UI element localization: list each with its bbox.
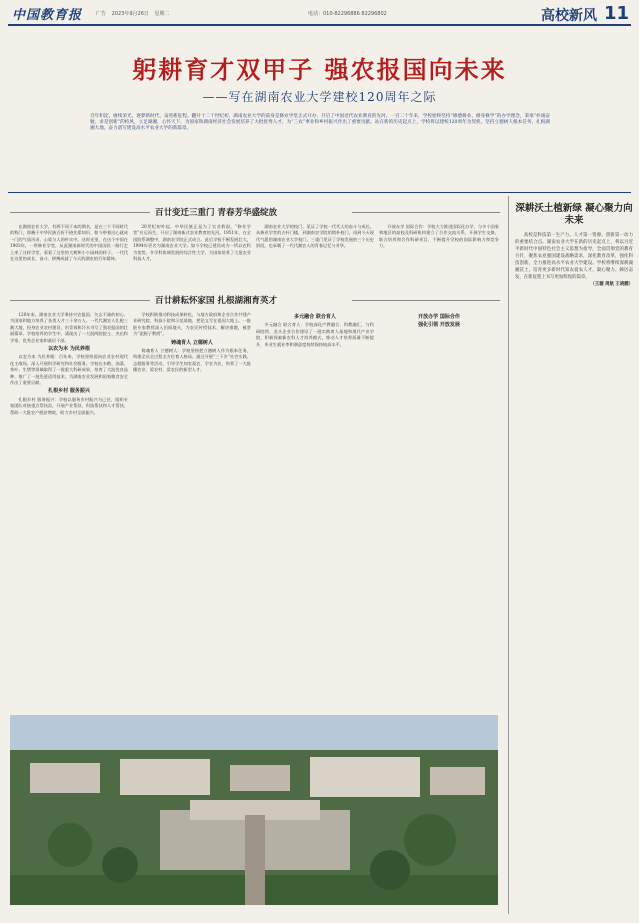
subsection-title: 开放办学 国际合作 (418, 314, 460, 320)
masthead-weekday: 星期二 (154, 11, 170, 17)
paragraph: 扎根乡村 服务振兴：学校以服务乡村振兴为己任，组织专家团队对接重点帮扶县，开展产业帮扶、科技帮扶和人才帮扶，帮助一大批农户脱贫增收，助力乡村全面振兴。 (10, 396, 128, 415)
article-column-8 (379, 312, 499, 712)
subsection-title: 强化引领 开放发展 (418, 322, 460, 329)
section-rule-left (10, 212, 150, 213)
sidebar-column (515, 232, 633, 912)
lead-paragraph: 百年积淀，赓续荣光，逐梦新时代，奋进新征程。翻开十二十世纪初，湖南农业大学的前身是修业学堂正式开办，开启了中国近代农业教育的先河。一百二十年来，学校始终坚持“修德修业、修身修学”的办学理念，秉承“朴诚奋勉、求是创新”的校风，立足湖湘，心怀天下，为国家和湖南经济社会发展培养了大批优秀人才，为“三农”事业和乡村振兴作出了重要贡献。站在新的历史起点上，学校将以建校120周年为契机，坚持立德树人根本任务，扎根湖湘大地，奋力谱写建设高水平农业大学的新篇章。 (90, 114, 550, 131)
section-rule-right (352, 300, 500, 301)
paragraph: 高校是科技第一生产力、人才第一资源、创新第一动力的重要结合点。湖南农业大学在新的历史起点上，将以习近平新时代中国特色社会主义思想为指导，全面贯彻党的教育方针，聚焦农业强国建设战略需求，深化教育改革，强化科技创新，全力推进高水平农业大学建设。学校将继续深耕湖湘沃土，培育更多新时代知农爱农人才，凝心聚力、踔厉奋发，在新征程上书写更加辉煌的篇章。 (515, 233, 633, 280)
subsection-title: 多元融合 联合育人 (294, 314, 336, 320)
column-divider (508, 196, 509, 914)
article-column-1 (10, 224, 128, 286)
section-divider (8, 192, 631, 193)
paragraph: 铸魂育人 立德树人：学校坚持把立德树人作为根本任务，构建全员全过程全方位育人格局。通过开展“三下乡”社会实践、志愿服务等活动，引导学生知农爱农、学农为农，培养了一大批懂农业、爱农村、爱农民的新型人才。 (133, 348, 251, 373)
byline: （王璇 周航 王晓鹏） (590, 282, 633, 287)
masthead-date: 2023年9月26日 (111, 11, 149, 17)
paragraph: 在湖南农业大学，有两不同于本的期名，是在三个不同时代的称门，即俺于中华民族百折不挠先辈知识、如今带着这心就成一门的气质风采、心爱与人的朴实中。这时光里，在这个中国在1903年，一所修业学堂，从此湖南新时代的中国国民一路行走上来了这样学堂，看看了这里的大树和小小园林的样子。一代代在这里的成长、奋斗、拼搏成就了今天的湖农的百年精神。 (10, 224, 128, 262)
article-column-7 (256, 312, 374, 712)
masthead-meta (96, 10, 174, 17)
sidebar-title: 深耕沃土植新绿 凝心聚力向未来 (515, 203, 633, 226)
paragraph: 湖南农业大学的校门，见证了学校一代代人的奋斗与成长。从修业学堂的古朴门楼，到湖南农学院的简朴校门，再到今天现代气派的湖南农业大学校门，三重门见证了学校发展的三个历史阶段，也承载了一代代湘农人的青春记忆与芳华。 (256, 224, 374, 249)
page-number: 11 (603, 3, 629, 24)
paragraph: 120年来，湖南农业大学秉持兴农报国、矢志不渝的初心，为国家和地方培养了各类人才三十余万人。一代代湘农人扎根三湘大地，投身农业农村建设，用青春和汗水书写了强农报国的壮丽篇章。学校培养的学生中，涌现出了一大批两院院士、杰出科学家、优秀企业家和基层干部。 (10, 312, 128, 343)
article-column-6 (133, 312, 251, 712)
campus-aerial-photo (10, 715, 498, 905)
paragraph: 以农为本 为民养根：百年来，学校坚持面向农业农村现代化主战场，深入开展科学研究和社会服务。学校在水稻、油菜、茶叶、生猪等领域取得了一批重大科研成果，培育了大批优良品种，推广了一批先进适用技术，为湖南农业发展和国家粮食安全作出了重要贡献。 (10, 354, 128, 386)
paragraph: 学校积极推动科技成果转化，与地方政府和企业合作共建产业研究院、科技小院和示范基地，把论文写在祖国大地上。一批批专家教授深入田间地头，为农民传授技术、解决难题，被誉为“泥腿子教授”。 (133, 312, 251, 337)
section-rule-right (352, 212, 500, 213)
section-rule-left (10, 300, 150, 301)
masthead (8, 4, 631, 26)
paragraph: 多元融合 联合育人：学校深化产教融合、科教融汇，与科研院所、龙头企业合作建设了一批实践育人基地和现代产业学院，积极探索新农科人才培养模式，推动人才培养质量不断提升，毕业生就业率和满意度持续保持较高水平。 (256, 322, 374, 347)
article-column-4 (379, 224, 499, 286)
masthead-section: 高校新风 (541, 8, 597, 24)
section-title-2: 百廿耕耘怀家国 扎根湖湘育英才 (155, 296, 277, 306)
article-column-3 (256, 224, 374, 286)
subsection-title: 扎根乡村 服务振兴 (48, 388, 90, 395)
subsection-title: 以农为本 为民养根 (48, 346, 90, 353)
subhead: ——写在湖南农业大学建校120周年之际 (202, 90, 437, 104)
masthead-logo: 中国教育报 (12, 8, 83, 23)
masthead-phone: 电话：010-82296886 82296802 (308, 11, 387, 17)
subsection-title: 铸魂育人 立德树人 (171, 339, 213, 346)
article-column-5 (10, 312, 128, 712)
masthead-edition: 广告 (96, 11, 107, 17)
paragraph: 20世纪初叶起，中华民族正是为了实业救国，“修业学堂”应运而生，开启了湖南新式农业教育的先河。1951年，在全国院系调整中，湖南农学院正式成立。此后学校不断发展壮大，1994年更名为湖南农业大学。如今学校已建设成为一所以农科为优势，多学科协调发展的综合性大学，为国家培养了大批农业科技人才。 (133, 224, 251, 262)
headline: 躬耕育才双甲子 强农报国向未来 (132, 56, 507, 84)
paragraph: 开放办学 国际合作：学校大力推进国际化办学，与多个国家和地区的高校及科研机构建立了合作交流关系，开展学生交换、联合培养和合作科研项目，不断提升学校的国际影响力和竞争力。 (379, 224, 499, 249)
article-column-2 (133, 224, 251, 286)
section-title-1: 百廿变迁三重门 青春芳华盛绽放 (155, 208, 277, 218)
campus-illustration (10, 715, 498, 905)
